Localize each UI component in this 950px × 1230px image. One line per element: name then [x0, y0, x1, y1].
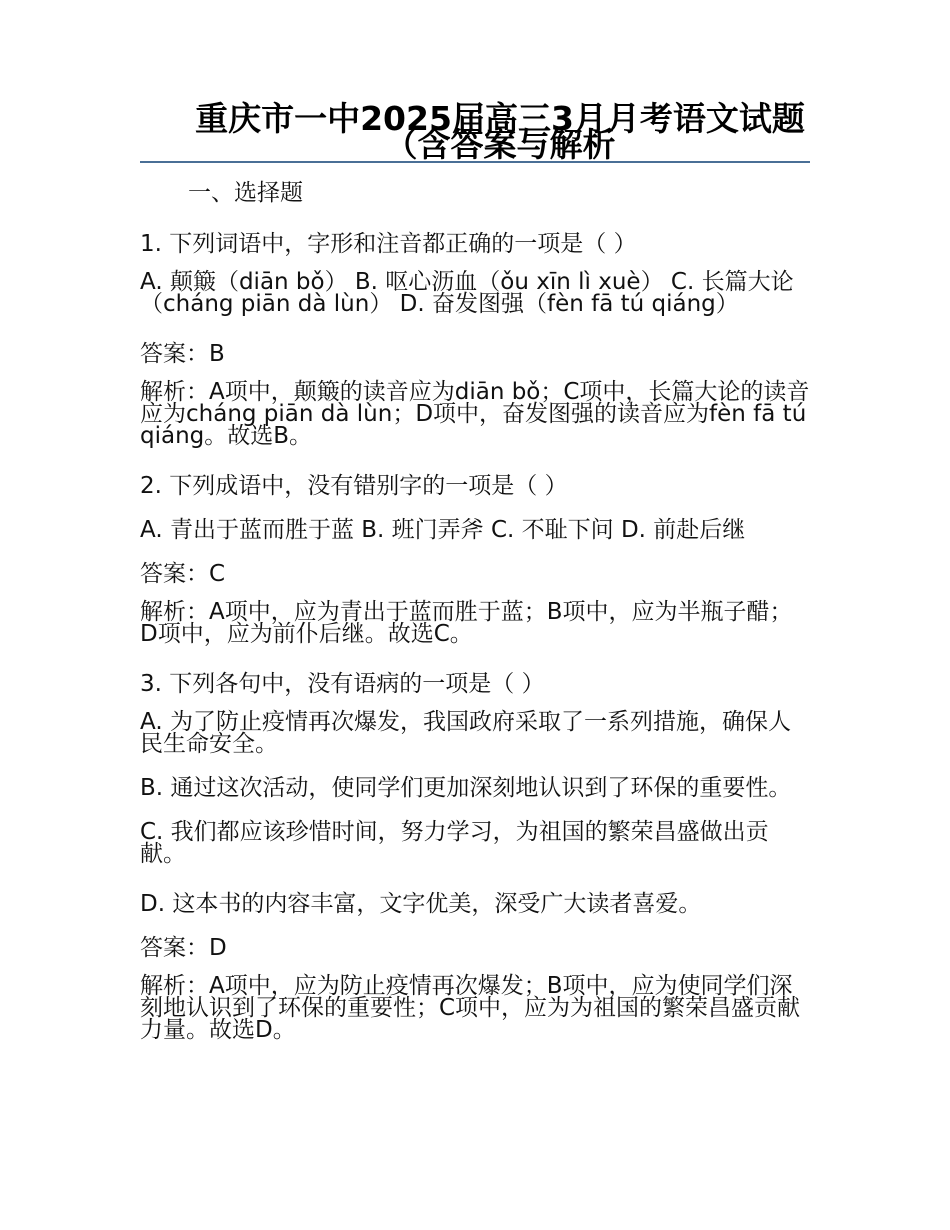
question-2-stem: 2. 下列成语中，没有错别字的一项是（ ） [140, 473, 568, 499]
question-3-stem: 3. 下列各句中，没有语病的一项是（ ） [140, 671, 545, 697]
title-divider [140, 161, 810, 163]
question-1-stem: 1. 下列词语中，字形和注音都正确的一项是（ ） [140, 231, 637, 257]
question-3-option-c: C. 我们都应该珍惜时间，努力学习，为祖国的繁荣昌盛做出贡献。 [140, 819, 769, 867]
question-2-answer: 答案：C [140, 561, 226, 587]
question-2-options: A. 青出于蓝而胜于蓝 B. 班门弄斧 C. 不耻下问 D. 前赴后继 [140, 517, 746, 543]
document-title: 重庆市一中2025届高三3月月考语文试题（含答案与解析 [195, 99, 805, 164]
document-body [140, 176, 810, 1055]
question-3-answer: 答案：D [140, 935, 227, 961]
question-1-analysis: 解析：A项中，颠簸的读音应为diān bǒ；C项中，长篇大论的读音应为cháng piān dà lùn；D项中，奋发图强的读音应为fèn fā tú qiáng。故选B。 [140, 379, 810, 449]
question-3-option-a: A. 为了防止疫情再次爆发，我国政府采取了一系列措施，确保人民生命安全。 [140, 709, 791, 757]
question-3-option-b: B. 通过这次活动，使同学们更加深刻地认识到了环保的重要性。 [140, 775, 792, 801]
question-3-analysis: 解析：A项中，应为防止疫情再次爆发；B项中，应为使同学们深刻地认识到了环保的重要性；C项中，应为为祖国的繁荣昌盛贡献力量。故选D。 [140, 973, 801, 1043]
question-1-options: A. 颠簸（diān bǒ） B. 呕心沥血（ǒu xīn lì xuè） C. 长篇大论（cháng piān dà lùn） D. 奋发图强（fèn fā tú qiáng） [140, 269, 794, 317]
question-1-answer: 答案：B [140, 341, 225, 367]
section-heading: 一、选择题 [188, 180, 303, 206]
question-2-analysis: 解析：A项中，应为青出于蓝而胜于蓝；B项中，应为半瓶子醋；D项中，应为前仆后继。故选C。 [140, 599, 793, 647]
question-3-option-d: D. 这本书的内容丰富，文字优美，深受广大读者喜爱。 [140, 891, 702, 917]
